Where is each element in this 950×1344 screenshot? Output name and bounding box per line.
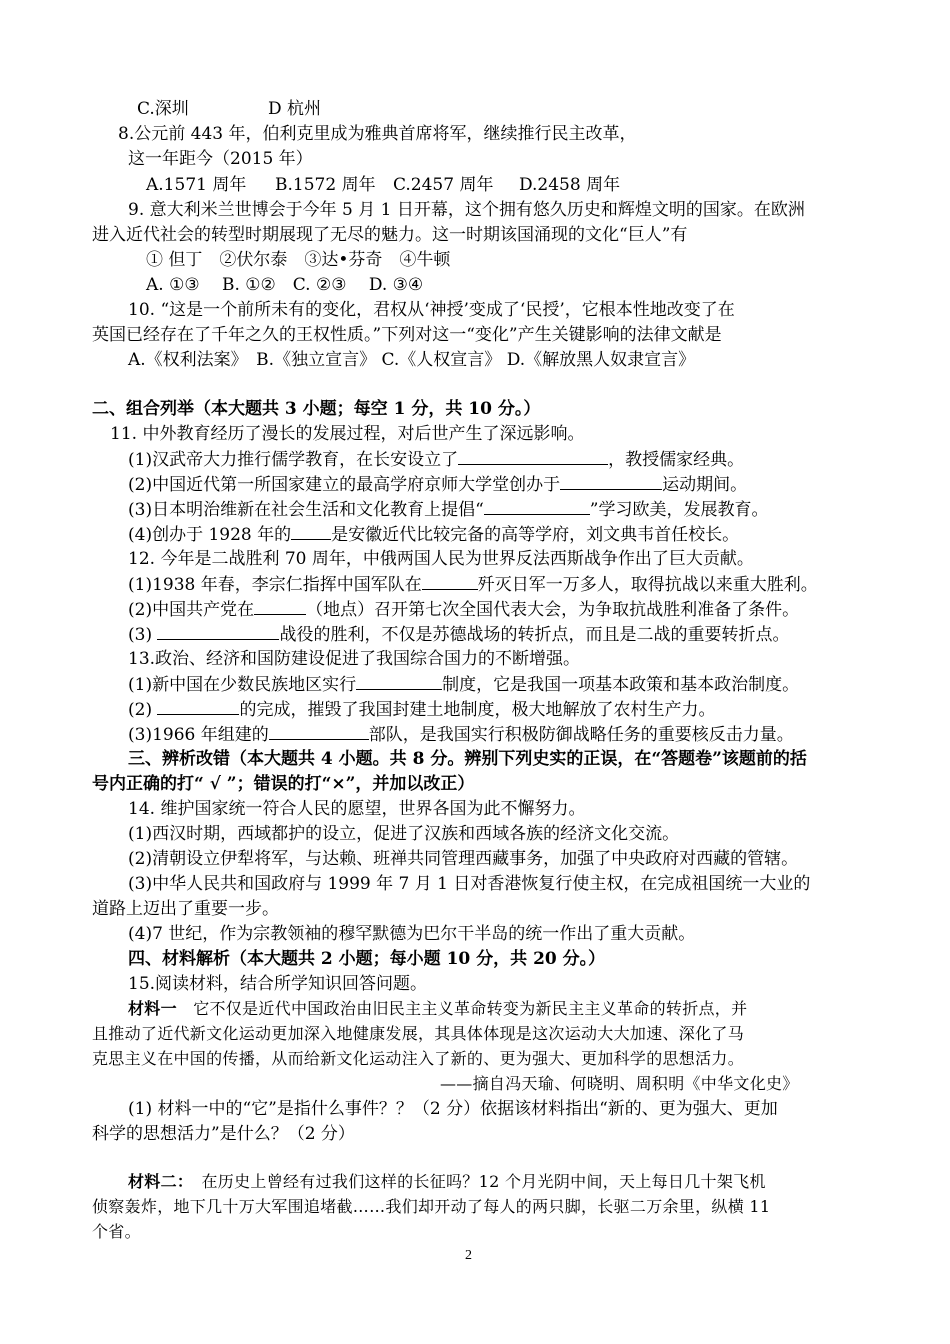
material-two-line3: 个省。 — [92, 1222, 141, 1241]
q11-stem: 11. 中外教育经历了漫长的发展过程，对后世产生了深远影响。 — [110, 424, 585, 444]
q11-part-2 — [128, 472, 747, 497]
q12-part-3 — [128, 622, 789, 647]
material-two-text-1: 在历史上曾经有过我们这样的长征吗？12 个月光阴中间，天上每日几十架飞机 — [185, 1172, 766, 1191]
q13-p3-suffix: 部队，是我国实行积极防御战略任务的重要核反击力量。 — [368, 725, 794, 745]
q15-stem: 15.阅读材料，结合所学知识回答问题。 — [128, 974, 428, 994]
q13-part-2 — [128, 697, 715, 722]
q8-option-c: C.2457 周年 — [393, 175, 494, 195]
q12-p1-blank[interactable] — [422, 572, 478, 590]
q11-p2-blank[interactable] — [560, 472, 662, 490]
material-one-source: ——摘自冯天瑜、何晓明、周积明《中华文化史》 — [440, 1074, 799, 1093]
q12-stem: 12. 今年是二战胜利 70 周年，中俄两国人民为世界反法西斯战争作出了巨大贡献。 — [128, 549, 754, 569]
q10-options: A.《权利法案》 B.《独立宣言》 C.《人权宣言》 D.《解放黑人奴隶宣言》 — [128, 350, 696, 370]
material-one-line1 — [128, 997, 747, 1021]
q11-p3-prefix: (3)日本明治维新在社会生活和文化教育上提倡“ — [128, 500, 484, 520]
section-two-heading: 二、组合列举（本大题共 3 小题；每空 1 分，共 10 分。） — [92, 399, 541, 419]
q14-part-3-line1: (3)中华人民共和国政府与 1999 年 7 月 1 日对香港恢复行使主权，在完成祖国统一大业的 — [128, 874, 811, 894]
q13-p1-prefix: (1)新中国在少数民族地区实行 — [128, 675, 357, 695]
section-four-heading: 四、材料解析（本大题共 2 小题；每小题 10 分，共 20 分。） — [128, 949, 606, 969]
q11-p2-suffix: 运动期间。 — [662, 475, 748, 495]
q11-p4-blank[interactable] — [291, 522, 331, 540]
material-one-line2: 且推动了近代新文化运动更加深入地健康发展，其具体体现是这次运动大大加速、深化了马 — [92, 1024, 745, 1043]
q14-part-1: (1)西汉时期，西域都护的设立，促进了汉族和西域各族的经济文化交流。 — [128, 824, 680, 844]
q13-p2-prefix: (2) — [128, 700, 158, 720]
q13-p3-blank[interactable] — [269, 722, 369, 740]
material-two-line1 — [128, 1170, 766, 1194]
q11-p2-prefix: (2)中国近代第一所国家建立的最高学府京师大学堂创办于 — [128, 475, 561, 495]
q12-p3-blank[interactable] — [157, 622, 279, 640]
q12-p1-prefix: (1)1938 年春，李宗仁指挥中国军队在 — [128, 575, 422, 595]
q11-p4-prefix: (4)创办于 1928 年的 — [128, 525, 292, 545]
q13-p1-blank[interactable] — [356, 672, 442, 690]
q12-p2-suffix: （地点）召开第七次全国代表大会，为争取抗战胜利准备了条件。 — [306, 600, 800, 620]
q9-stem-line1: 9. 意大利米兰世博会于今年 5 月 1 日开幕，这个拥有悠久历史和辉煌文明的国家。在欧洲 — [128, 200, 805, 220]
q9-options: A. ①③ B. ①② C. ②③ D. ③④ — [146, 275, 424, 295]
q8-option-d: D.2458 周年 — [519, 175, 621, 195]
q11-part-1 — [128, 447, 744, 472]
q12-p2-prefix: (2)中国共产党在 — [128, 600, 255, 620]
q11-p4-suffix: 是安徽近代比较完备的高等学府，刘文典韦首任校长。 — [331, 525, 740, 545]
q13-part-3 — [128, 722, 794, 747]
material-two-line2: 侦察轰炸，地下几十万大军围追堵截……我们却开动了每人的两只脚，长驱二万余里，纵横 11 — [92, 1197, 771, 1216]
section-three-heading-line1: 三、辨析改错（本大题共 4 小题。共 8 分。辨别下列史实的正误，在“答题卷”该题前的括 — [128, 749, 807, 769]
q9-items: ① 但丁 ②伏尔泰 ③达•芬奇 ④牛顿 — [146, 250, 451, 270]
q13-p2-suffix: 的完成，摧毁了我国封建土地制度，极大地解放了农村生产力。 — [239, 700, 716, 720]
q13-p1-suffix: 制度，它是我国一项基本政策和基本政治制度。 — [442, 675, 800, 695]
material-one-label: 材料一 — [128, 999, 177, 1018]
q8-stem-line2: 这一年距今（2015 年） — [128, 149, 313, 169]
q14-stem: 14. 维护国家统一符合人民的愿望，世界各国为此不懈努力。 — [128, 799, 586, 819]
q8-stem-line1: 8.公元前 443 年，伯利克里成为雅典首席将军，继续推行民主改革， — [118, 124, 637, 144]
material-two-label: 材料二： — [128, 1172, 186, 1191]
q13-stem: 13.政治、经济和国防建设促进了我国综合国力的不断增强。 — [128, 649, 581, 669]
q12-p2-blank[interactable] — [254, 597, 306, 615]
q11-p1-prefix: (1)汉武帝大力推行儒学教育，在长安设立了 — [128, 450, 459, 470]
q12-p3-prefix: (3) — [128, 625, 158, 645]
q7-option-d: D 杭州 — [268, 99, 322, 119]
q8-option-b: B.1572 周年 — [275, 175, 376, 195]
q12-part-1 — [128, 572, 818, 597]
q12-p1-suffix: 歼灭日军一万多人，取得抗战以来重大胜利。 — [477, 575, 818, 595]
q8-option-a: A.1571 周年 — [146, 175, 247, 195]
q15-question-1-line1: (1) 材料一中的“它”是指什么事件？？（2 分）依据该材料指出“新的、更为强大、更加 — [128, 1099, 778, 1119]
q13-p3-prefix: (3)1966 年组建的 — [128, 725, 269, 745]
q11-p3-suffix: ”学习欧美，发展教育。 — [589, 500, 769, 520]
q14-part-2: (2)清朝设立伊犁将军，与达赖、班禅共同管理西藏事务，加强了中央政府对西藏的管辖。 — [128, 849, 799, 869]
q13-p2-blank[interactable] — [157, 697, 239, 715]
q13-part-1 — [128, 672, 799, 697]
material-one-line3: 克思主义在中国的传播，从而给新文化运动注入了新的、更为强大、更加科学的思想活力。 — [92, 1049, 745, 1068]
q11-p3-blank[interactable] — [484, 497, 590, 515]
q11-part-3 — [128, 497, 768, 522]
material-one-text-1: 它不仅是近代中国政治由旧民主主义革命转变为新民主主义革命的转折点，并 — [176, 999, 748, 1018]
section-three-heading-line2: 号内正确的打“ √ ”；错误的打“×”，并加以改正） — [92, 774, 475, 794]
q10-stem-line1: 10. “这是一个前所未有的变化，君权从‘神授’变成了‘民授’，它根本性地改变了在 — [128, 300, 735, 320]
q11-p1-blank[interactable] — [458, 447, 608, 465]
q7-option-c: C.深圳 — [137, 99, 189, 119]
q12-p3-suffix: 战役的胜利，不仅是苏德战场的转折点，而且是二战的重要转折点。 — [279, 625, 790, 645]
q14-part-4: (4)7 世纪，作为宗教领袖的穆罕默德为巴尔干半岛的统一作出了重大贡献。 — [128, 924, 696, 944]
q12-part-2 — [128, 597, 799, 622]
q10-stem-line2: 英国已经存在了千年之久的王权性质。”下列对这一“变化”产生关键影响的法律文献是 — [92, 325, 722, 345]
q15-question-1-line2: 科学的思想活力”是什么？（2 分） — [92, 1124, 355, 1144]
q11-part-4 — [128, 522, 739, 547]
q14-part-3-line2: 道路上迈出了重要一步。 — [92, 899, 279, 919]
q9-stem-line2: 进入近代社会的转型时期展现了无尽的魅力。这一时期该国涌现的文化“巨人”有 — [92, 225, 688, 245]
page-number: 2 — [465, 1248, 472, 1263]
q11-p1-suffix: ，教授儒家经典。 — [608, 450, 745, 470]
